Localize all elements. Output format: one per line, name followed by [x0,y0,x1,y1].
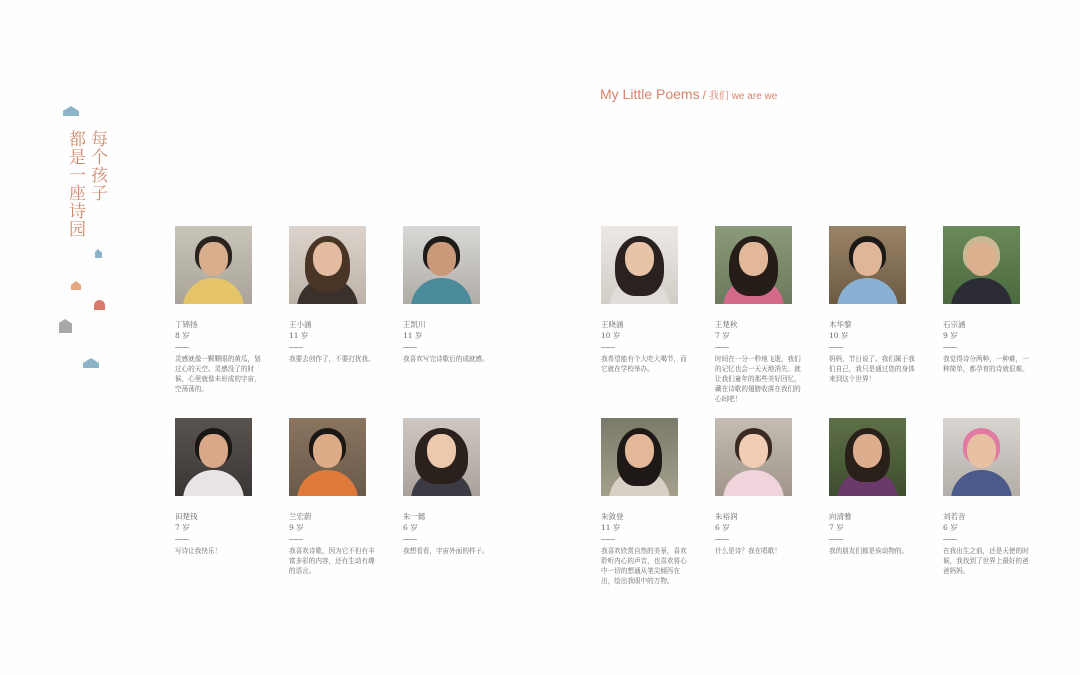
child-photo [601,418,678,496]
child-age: 6 岁 [403,523,418,532]
child-age: 7 岁 [829,523,844,532]
child-quote: 灵感就像一颗颗眼的黄瓜，划过心的天空。灵感没了的时候，心里就像未形成的宇宙，空荡荡的。 [175,355,261,393]
child-name: 石宗涵 [943,320,966,329]
child-photo [601,226,678,304]
child-age: 10 岁 [829,331,849,340]
child-photo [943,418,1020,496]
child-card [715,418,801,556]
child-name: 王晓涵 [601,320,624,329]
divider [715,539,729,540]
poems-header [600,86,777,104]
header-separator: / [702,88,706,102]
child-age: 7 岁 [715,331,730,340]
child-name: 丁锦扬 [175,320,198,329]
child-name: 王楚秋 [715,320,738,329]
child-photo [175,226,252,304]
child-quote: 我要去创作了，不要打扰我。 [289,355,375,363]
child-photo [829,226,906,304]
house-icon-3 [71,281,81,290]
vertical-title-left: 都是一座诗园 [65,130,85,238]
child-card [289,418,375,576]
child-card [403,226,489,364]
child-photo [289,418,366,496]
child-age: 8 岁 [175,331,190,340]
child-name: 田楚钱 [175,512,198,521]
divider [403,347,417,348]
child-photo [715,226,792,304]
header-title: My Little Poems [600,86,700,102]
header-subtitle: 我们 we are we [708,91,778,102]
child-photo [175,418,252,496]
child-quote: 时间在一分一秒地飞逝，我们的记忆也会一天天地消失。就让我们童年的那些美好回忆，藏在诗歌的翅膀收落在我们的心间吧！ [715,355,801,403]
child-name: 木华黎 [829,320,852,329]
divider [601,539,615,540]
child-card [943,226,1029,374]
child-quote: 妈妈，节日说了。我们属于我们自己，我只是通过您的身体来到这个世界！ [829,355,915,383]
child-photo [829,418,906,496]
child-age: 10 岁 [601,331,621,340]
child-card [601,418,687,586]
child-age: 6 岁 [943,523,958,532]
child-card [601,226,687,374]
child-age: 11 岁 [601,523,621,532]
house-icon-1 [63,106,79,116]
child-name: 朱裕润 [715,512,738,521]
divider [829,539,843,540]
house-icon-6 [83,358,99,368]
vertical-title-right: 每个孩子 [87,130,107,202]
child-age: 7 岁 [175,523,190,532]
divider [175,347,189,348]
child-age: 11 岁 [289,331,309,340]
child-age: 9 岁 [289,523,304,532]
child-quote: 我想看看，宇宙外面的样子。 [403,547,489,555]
divider [601,347,615,348]
child-card [829,226,915,384]
child-name: 刘若音 [943,512,966,521]
divider [175,539,189,540]
divider [943,539,957,540]
child-card [943,418,1029,576]
child-age: 6 岁 [715,523,730,532]
child-photo [289,226,366,304]
child-name: 兰宏蔚 [289,512,312,521]
child-name: 向清雅 [829,512,852,521]
child-quote: 我希望能有个大吃大喝节，而它就在学校举办。 [601,355,687,373]
divider [943,347,957,348]
child-photo [943,226,1020,304]
house-icon-2 [95,249,102,259]
child-photo [403,418,480,496]
child-card [829,418,915,556]
child-name: 朱敛登 [601,512,624,521]
page-gutter [540,0,541,675]
child-card [175,418,261,556]
child-quote: 我喜欢写完诗歌后的成就感。 [403,355,489,363]
child-quote: 什么是诗？我在唱歌！ [715,547,781,555]
child-name: 王凯川 [403,320,426,329]
child-quote: 我的朋友们都是诶动物的。 [829,547,909,555]
divider [829,347,843,348]
divider [289,347,303,348]
child-name: 朱一懿 [403,512,426,521]
divider [715,347,729,348]
child-photo [715,418,792,496]
child-card [289,226,375,364]
child-quote: 写诗让我快乐！ [175,547,222,555]
child-quote: 我喜欢欣赏自然的美景，喜欢聆听内心的声音，也喜欢将心中一切的想通从笔尖倾泻在出，绘出我眼中的万物。 [601,547,687,585]
child-card [715,226,801,404]
child-quote: 我喜欢诗歌，因为它不但有丰富多彩的内容，还有生动有趣的语言。 [289,547,375,575]
child-quote: 我觉得诗分两种，一种难，一种简单，都孕育的诗就很难。 [943,355,1029,373]
house-icon-5 [59,319,72,333]
child-age: 9 岁 [943,331,958,340]
child-age: 11 岁 [403,331,423,340]
child-photo [403,226,480,304]
child-quote: 在我出生之前，还是天使的时候，我找到了世界上最好的爸爸妈妈。 [943,547,1029,575]
house-icon-4 [94,300,105,310]
child-name: 王小涵 [289,320,312,329]
child-card [403,418,489,556]
divider [403,539,417,540]
divider [289,539,303,540]
child-card [175,226,261,394]
